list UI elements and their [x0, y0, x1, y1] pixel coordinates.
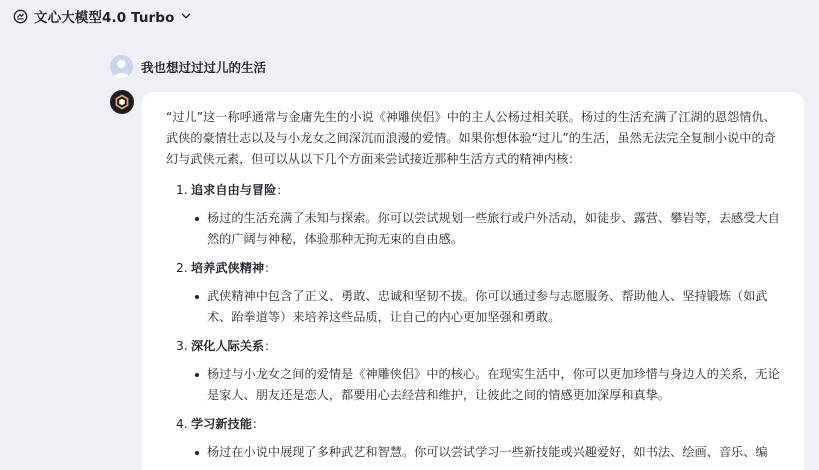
answer-card [142, 92, 804, 470]
section-colon: ： [276, 183, 289, 197]
section-heading [176, 336, 780, 357]
model-name: 文心大模型4.0 Turbo [34, 10, 175, 26]
section-number: 3. [176, 339, 188, 353]
section-title: 深化人际关系 [191, 339, 265, 353]
user-avatar [110, 55, 133, 78]
section-number: 4. [176, 417, 188, 431]
bullet-dot [192, 442, 207, 463]
bullet-dot [192, 286, 207, 328]
bot-avatar [110, 90, 134, 114]
bullet-item [192, 208, 780, 250]
answer-section [166, 414, 780, 463]
answer-intro: “过儿”这一称呼通常与金庸先生的小说《神雕侠侣》中的主人公杨过相关联。杨过的生活充满了江湖的恩怨情仇、武侠的豪情壮志以及与小龙女之间深沉而浪漫的爱情。如果你想体验“过儿”的生活，虽然无法完全复制小说中的奇幻与武侠元素，但可以从以下几个方面来尝试接近那种生活方式的精神内核： [166, 110, 776, 166]
user-message [110, 55, 266, 78]
section-title: 培养武侠精神 [191, 261, 265, 275]
user-message-text: 我也想过过过儿的生活 [141, 59, 267, 75]
bullet-dot [192, 364, 207, 406]
section-heading [176, 258, 780, 279]
section-title: 学习新技能 [191, 417, 252, 431]
bot-logo-icon [114, 94, 130, 110]
bullet-item [192, 442, 780, 463]
section-heading [176, 180, 780, 201]
bullet-item [192, 364, 780, 406]
chevron-down-icon [181, 11, 191, 21]
answer-section [166, 336, 780, 406]
section-number: 1. [176, 183, 188, 197]
bullet-item [192, 286, 780, 328]
section-title: 追求自由与冒险 [191, 183, 277, 197]
section-heading [176, 414, 780, 435]
answer-section [166, 180, 780, 250]
section-colon: ： [251, 417, 265, 431]
bullet-text: 武侠精神中包含了正义、勇敢、忠诚和坚韧不拔。你可以通过参与志愿服务、帮助他人、坚持锻炼（如武术、跆拳道等）来培养这些品质，让自己的内心更加坚强和勇敢。 [207, 289, 768, 324]
section-colon: ： [264, 261, 277, 275]
answer-section [166, 258, 780, 328]
section-colon: ： [264, 339, 277, 353]
section-number: 2. [176, 261, 188, 275]
bullet-text: 杨过在小说中展现了多种武艺和智慧。你可以尝试学习一些新技能或兴趣爱好，如书法、绘画、音乐、编 [207, 445, 768, 459]
model-switcher[interactable] [12, 5, 191, 27]
bullet-text: 杨过与小龙女之间的爱情是《神雕侠侣》中的核心。在现实生活中，你可以更加珍惜与身边人的关系，无论是家人、朋友还是恋人，都要用心去经营和维护，让彼此之间的情感更加深厚和真挚。 [207, 367, 780, 402]
bullet-text: 杨过的生活充满了未知与探索。你可以尝试规划一些旅行或户外活动，如徒步、露营、攀岩等，去感受大自然的广阔与神秘，体验那种无拘无束的自由感。 [207, 211, 780, 246]
model-logo-icon [12, 8, 28, 24]
bullet-dot [192, 208, 207, 250]
